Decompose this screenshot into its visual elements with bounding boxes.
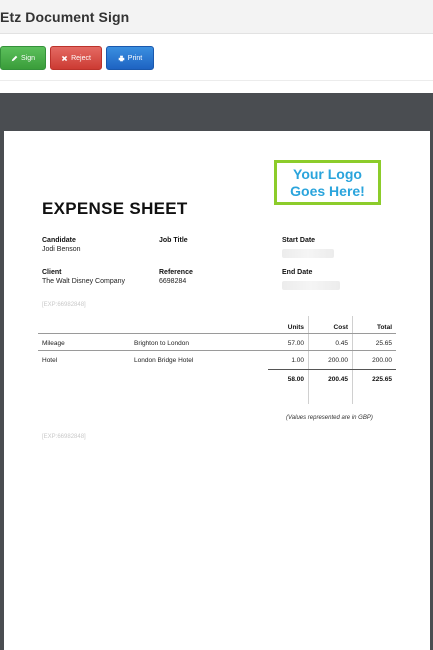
reference-value: 6698284 bbox=[159, 278, 187, 285]
row-type: Hotel bbox=[42, 357, 58, 364]
row-cost: 0.45 bbox=[335, 340, 348, 347]
grand-total: 225.65 bbox=[372, 376, 392, 383]
document-heading: EXPENSE SHEET bbox=[42, 199, 188, 218]
print-button-label: Print bbox=[127, 54, 143, 62]
footer-ref-code: [EXP:66982848] bbox=[42, 434, 86, 440]
reject-button-label: Reject bbox=[71, 54, 91, 62]
printer-icon bbox=[118, 55, 125, 62]
table-divider bbox=[308, 316, 309, 404]
row-units: 57.00 bbox=[287, 340, 304, 347]
reject-button[interactable] bbox=[50, 46, 102, 70]
table-row-rule bbox=[38, 350, 396, 351]
pencil-icon bbox=[11, 55, 18, 62]
print-button[interactable] bbox=[106, 46, 154, 70]
total-header: Total bbox=[376, 324, 392, 331]
row-description: London Bridge Hotel bbox=[134, 357, 194, 364]
total-cost: 200.45 bbox=[328, 376, 348, 383]
sign-button[interactable] bbox=[0, 46, 46, 70]
app-title: Etz Document Sign bbox=[0, 9, 130, 25]
total-units: 58.00 bbox=[287, 376, 304, 383]
candidate-label: Candidate bbox=[42, 237, 76, 244]
table-header-rule bbox=[38, 333, 396, 334]
start-date-redacted bbox=[282, 249, 334, 258]
cost-header: Cost bbox=[333, 324, 348, 331]
row-units: 1.00 bbox=[291, 357, 304, 364]
client-value: The Walt Disney Company bbox=[42, 278, 125, 285]
start-date-label: Start Date bbox=[282, 237, 316, 244]
row-total: 200.00 bbox=[372, 357, 392, 364]
app-header bbox=[0, 0, 433, 34]
currency-note: (Values represented are in GBP) bbox=[286, 415, 373, 421]
end-date-redacted bbox=[282, 281, 340, 290]
row-cost: 200.00 bbox=[328, 357, 348, 364]
totals-rule bbox=[268, 369, 396, 370]
close-icon bbox=[61, 55, 68, 62]
sign-button-label: Sign bbox=[20, 54, 35, 62]
row-description: Brighton to London bbox=[134, 340, 189, 347]
document-viewer[interactable] bbox=[0, 93, 433, 650]
candidate-value: Jodi Benson bbox=[42, 246, 81, 253]
units-header: Units bbox=[287, 324, 304, 331]
reference-label: Reference bbox=[159, 269, 193, 276]
client-label: Client bbox=[42, 269, 62, 276]
company-logo-placeholder: Your Logo Goes Here! bbox=[274, 160, 381, 205]
action-toolbar bbox=[0, 35, 433, 81]
row-total: 25.65 bbox=[375, 340, 392, 347]
row-type: Mileage bbox=[42, 340, 65, 347]
job-title-label: Job Title bbox=[159, 237, 188, 244]
end-date-label: End Date bbox=[282, 269, 313, 276]
table-divider bbox=[352, 316, 353, 404]
document-ref-code: [EXP:66982848] bbox=[42, 302, 86, 308]
document-page bbox=[4, 131, 430, 650]
